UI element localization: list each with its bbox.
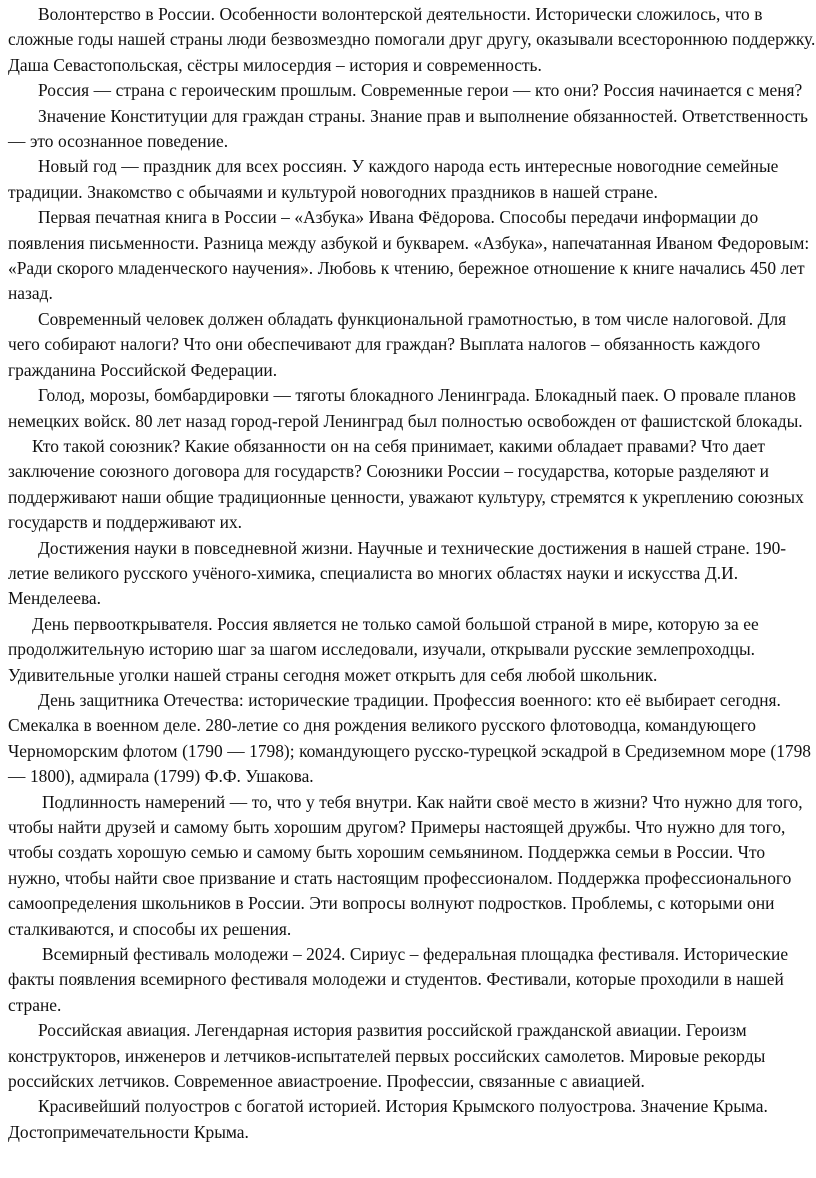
- paragraph-sincerity: Подлинность намерений — то, что у тебя внутри. Как найти своё место в жизни? Что нужно для того, чтобы найти друзей и самому быть хорошим другом? Примеры настоящей дружбы. Что нужно для того, чтобы создать хорошую семью и самому быть хорошим семьянином. Поддержка семьи в России. Что нужно, чтобы найти свое призвание и стать настоящим профессионалом. Поддержка профессионального самоопределения школьников в России. Эти вопросы волнуют подростков. Проблемы, с которыми они сталкиваются, и способы их решения.: [8, 791, 803, 939]
- paragraph-volunteering: Волонтерство в России. Особенности волонтерской деятельности. Исторически сложилось, что в сложные годы нашей страны люди безвозмездно помогали друг другу, оказывали всестороннюю поддержку. Даша Севастопольская, сёстры милосердия – история и современность.: [8, 4, 816, 75]
- paragraph-taxes: Современный человек должен обладать функциональной грамотностью, в том числе налоговой. Для чего собирают налоги? Что они обеспечивают для граждан? Выплата налогов – обязанность каждого гражданина Российской Федерации.: [8, 308, 787, 380]
- paragraph-science: Достижения науки в повседневной жизни. Научные и технические достижения в нашей стране. 190-летие великого русского учёного-химика, специалиста во многих областях науки и искусства Д.И. Менделеева.: [8, 537, 787, 609]
- paragraph-new-year: Новый год — праздник для всех россиян. У каждого народа есть интересные новогодние семейные традиции. Знакомство с обычаями и культурой новогодних праздников в нашей стране.: [8, 156, 779, 202]
- paragraph-discoverer: День первооткрывателя. Россия является не только самой большой страной в мире, которую за ее продолжительную историю шаг за шагом исследовали, изучали, открывали русские землепроходцы. Удивительные уголки нашей страны сегодня может открыть для себя любой школьник.: [8, 613, 759, 685]
- paragraph-heroes: Россия — страна с героическим прошлым. Современные герои — кто они? Россия начинается с меня?: [38, 80, 803, 101]
- paragraph-defender: День защитника Отечества: исторические традиции. Профессия военного: кто её выбирает сегодня. Смекалка в военном деле. 280-летие со дня рождения великого русского флотоводца, командующего Черноморским флотом (1790 — 1798); командующего русско-турецкой эскадрой в Средиземном море (1798 — 1800), адмирала (1799) Ф.Ф. Ушакова.: [8, 689, 811, 787]
- paragraph-constitution: Значение Конституции для граждан страны. Знание прав и выполнение обязанностей. Ответственность — это осознанное поведение.: [8, 105, 808, 152]
- paragraph-leningrad: Голод, морозы, бомбардировки — тяготы блокадного Ленинграда. Блокадный паек. О провале планов немецких войск. 80 лет назад город-герой Ленинград был полностью освобожден от фашистской блокады.: [8, 385, 803, 431]
- paragraph-first-book: Первая печатная книга в России – «Азбука» Ивана Фёдорова. Способы передачи информации до появления письменности. Разница между азбукой и букварем. «Азбука», напечатанная Иваном Федоровым: «Ради скорого младенческого научения». Любовь к чтению, бережное отношение к книге начались 450 лет назад.: [8, 207, 810, 304]
- paragraph-aviation: Российская авиация. Легендарная история развития российской гражданской авиации. Героизм конструкторов, инженеров и летчиков-испытателей первых российских самолетов. Мировые рекорды российских летчиков. Современное авиастроение. Профессии, связанные с авиацией.: [8, 1020, 766, 1092]
- paragraph-festival: Всемирный фестиваль молодежи – 2024. Сириус – федеральная площадка фестиваля. Исторические факты появления всемирного фестиваля молодежи и студентов. Фестивали, которые проходили в нашей стране.: [8, 944, 789, 1015]
- paragraph-allies: Кто такой союзник? Какие обязанности он на себя принимает, какими обладает правами? Что дает заключение союзного договора для государств? Союзники России – государства, которые разделяют и поддерживают наши общие традиционные ценности, уважают культуру, стремятся к укреплению союзных государств и поддерживают их.: [8, 435, 804, 533]
- document-page: [8, 0, 816, 1145]
- paragraph-crimea: Красивейший полуостров с богатой историей. История Крымского полуострова. Значение Крыма. Достопримечательности Крыма.: [8, 1096, 768, 1142]
